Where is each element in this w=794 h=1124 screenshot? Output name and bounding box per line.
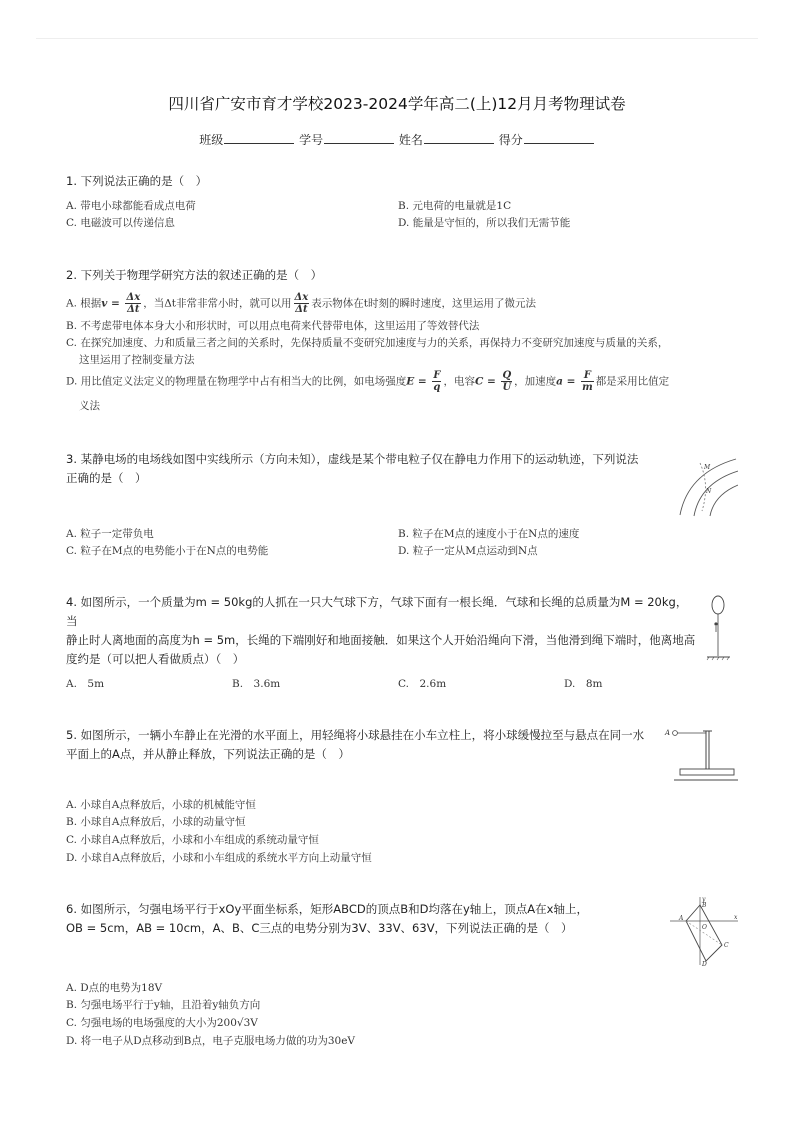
label-d: D <box>702 961 707 967</box>
cart-pendulum-figure <box>664 723 740 783</box>
field-name-label: 姓名 <box>398 133 423 147</box>
question-1 <box>66 172 746 191</box>
option-c[interactable]: C. 粒子在M点的电势能小于在N点的电势能 <box>66 545 269 557</box>
label-a: A <box>665 729 671 737</box>
label-n: N <box>706 488 712 495</box>
option-a[interactable] <box>66 292 536 315</box>
label-m: M <box>704 464 711 471</box>
option-text: ，电容 <box>443 375 475 388</box>
question-3 <box>66 450 656 488</box>
option-label: D. <box>66 375 78 388</box>
label-o: O <box>702 924 707 931</box>
label-b: B <box>702 902 707 909</box>
option-b[interactable]: B. 3.6m <box>232 678 281 690</box>
top-divider <box>36 38 758 39</box>
student-info-line <box>0 131 794 148</box>
option-d[interactable]: D. 能量是守恒的，所以我们无需节能 <box>398 217 571 229</box>
electric-field-figure <box>660 455 738 517</box>
field-number-label: 学号 <box>299 133 324 147</box>
option-d[interactable]: D. 将一电子从D点移动到B点，电子克服电场力做的功为30eV <box>66 1035 356 1047</box>
label-a: A <box>679 915 684 922</box>
fraction: $\frac{F}{q}$ <box>433 370 441 393</box>
question-4 <box>66 593 698 669</box>
option-c[interactable]: C. 2.6m <box>398 678 447 690</box>
question-stem-line: 4. 如图所示，一个质量为m = 50kg的人抓在一只大气球下方，气球下面有一根长绳．气球和长绳的总质量为M = 20kg，当 <box>66 595 688 628</box>
question-stem-line: 静止时人离地面的高度为h = 5m，长绳的下端刚好和地面接触．如果这个人开始沿绳向下滑，当他滑到绳下端时，他离地高 <box>66 633 696 647</box>
label-y: y <box>702 896 706 903</box>
question-6 <box>66 900 656 938</box>
option-c[interactable]: C. 电磁波可以传递信息 <box>66 217 175 229</box>
question-stem-line: 6. 如图所示，匀强电场平行于xOy平面坐标系，矩形ABCD的顶点B和D均落在y轴上，顶点A在x轴上， <box>66 902 588 916</box>
label-c: C <box>724 942 729 949</box>
option-b[interactable]: B. 小球自A点释放后，小球的动量守恒 <box>66 816 246 828</box>
question-stem-line: 平面上的A点，并从静止释放，下列说法正确的是（ ） <box>66 747 350 761</box>
label-x: x <box>734 914 738 921</box>
field-score-label: 得分 <box>498 133 523 147</box>
field-class-label: 班级 <box>199 133 224 147</box>
balloon-figure <box>704 594 732 662</box>
field-number-blank[interactable] <box>324 132 394 144</box>
option-a[interactable]: A. 带电小球都能看成点电荷 <box>66 200 196 212</box>
option-text: ，加速度 <box>514 375 557 388</box>
option-c-continued: 这里运用了控制变量方法 <box>79 354 195 366</box>
question-stem: 1. 下列说法正确的是（ ） <box>66 174 208 188</box>
formula-a: a = <box>556 375 580 388</box>
option-a[interactable]: A. 5m <box>66 678 105 690</box>
field-name-blank[interactable] <box>424 132 494 144</box>
question-2 <box>66 266 746 285</box>
option-d[interactable]: D. 粒子一定从M点运动到N点 <box>398 545 538 557</box>
option-d[interactable]: D. 小球自A点释放后，小球和小车组成的系统水平方向上动量守恒 <box>66 852 372 864</box>
fraction: $\frac{\Delta x}{\Delta t}$ <box>126 292 141 315</box>
fraction: $\frac{Q}{U}$ <box>502 370 512 393</box>
question-stem-line: 3. 某静电场的电场线如图中实线所示（方向未知），虚线是某个带电粒子仅在静电力作用下的运动轨迹，下列说法 <box>66 452 639 466</box>
question-stem-line: 正确的是（ ） <box>66 471 147 485</box>
page-title: 四川省广安市育才学校2023-2024学年高二(上)12月月考物理试卷 <box>168 95 626 113</box>
option-text: 用比值定义法定义的物理量在物理学中占有相当大的比例，如电场强度 <box>80 375 407 388</box>
option-b[interactable]: B. 匀强电场平行于y轴，且沿着y轴负方向 <box>66 999 261 1011</box>
option-text: 根据 <box>80 297 102 310</box>
question-stem-line: 度约是（可以把人看做质点）（ ） <box>66 652 245 666</box>
option-text: 表示物体在t时刻的瞬时速度，这里运用了微元法 <box>311 297 536 310</box>
question-5 <box>66 726 656 764</box>
option-a[interactable]: A. D点的电势为18V <box>66 982 163 994</box>
option-d[interactable]: D. 8m <box>564 678 603 690</box>
option-c[interactable]: C. 在探究加速度、力和质量三者之间的关系时，先保持质量不变研究加速度与力的关系，再保持力不变研究加速度与质量的关系， <box>66 337 669 349</box>
option-a[interactable]: A. 小球自A点释放后，小球的机械能守恒 <box>66 799 256 811</box>
option-b[interactable]: B. 不考虑带电体本身大小和形状时，可以用点电荷来代替带电体，这里运用了等效替代法 <box>66 320 480 332</box>
option-d[interactable] <box>66 370 669 393</box>
option-a[interactable]: A. 粒子一定带负电 <box>66 528 154 540</box>
option-b[interactable]: B. 元电荷的电量就是1C <box>398 200 512 212</box>
formula-c: C = <box>474 375 500 388</box>
fraction: $\frac{F}{m}$ <box>582 370 593 393</box>
rectangle-coordinate-figure <box>666 893 742 967</box>
option-b[interactable]: B. 粒子在M点的速度小于在N点的速度 <box>398 528 580 540</box>
field-score-blank[interactable] <box>524 132 594 144</box>
question-stem-line: 5. 如图所示，一辆小车静止在光滑的水平面上，用轻绳将小球悬挂在小车立柱上，将小球缓慢拉至与悬点在同一水 <box>66 728 645 742</box>
field-class-blank[interactable] <box>224 132 294 144</box>
option-text: 都是采用比值定 <box>595 375 670 388</box>
option-c[interactable]: C. 小球自A点释放后，小球和小车组成的系统动量守恒 <box>66 834 319 846</box>
formula-v: v = <box>101 297 124 310</box>
option-text: ，当Δt非常非常小时，就可以用 <box>143 297 292 310</box>
option-label: A. <box>66 297 77 310</box>
option-c[interactable]: C. 匀强电场的电场强度的大小为200√3V <box>66 1017 258 1029</box>
fraction: $\frac{\Delta x}{\Delta t}$ <box>294 292 309 315</box>
question-stem-line: OB = 5cm，AB = 10cm，A、B、C三点的电势分别为3V、33V、63V，下列说法正确的是（ ） <box>66 921 573 935</box>
option-d-continued: 义法 <box>79 400 100 412</box>
formula-e: E = <box>406 375 431 388</box>
question-stem: 2. 下列关于物理学研究方法的叙述正确的是（ ） <box>66 268 323 282</box>
